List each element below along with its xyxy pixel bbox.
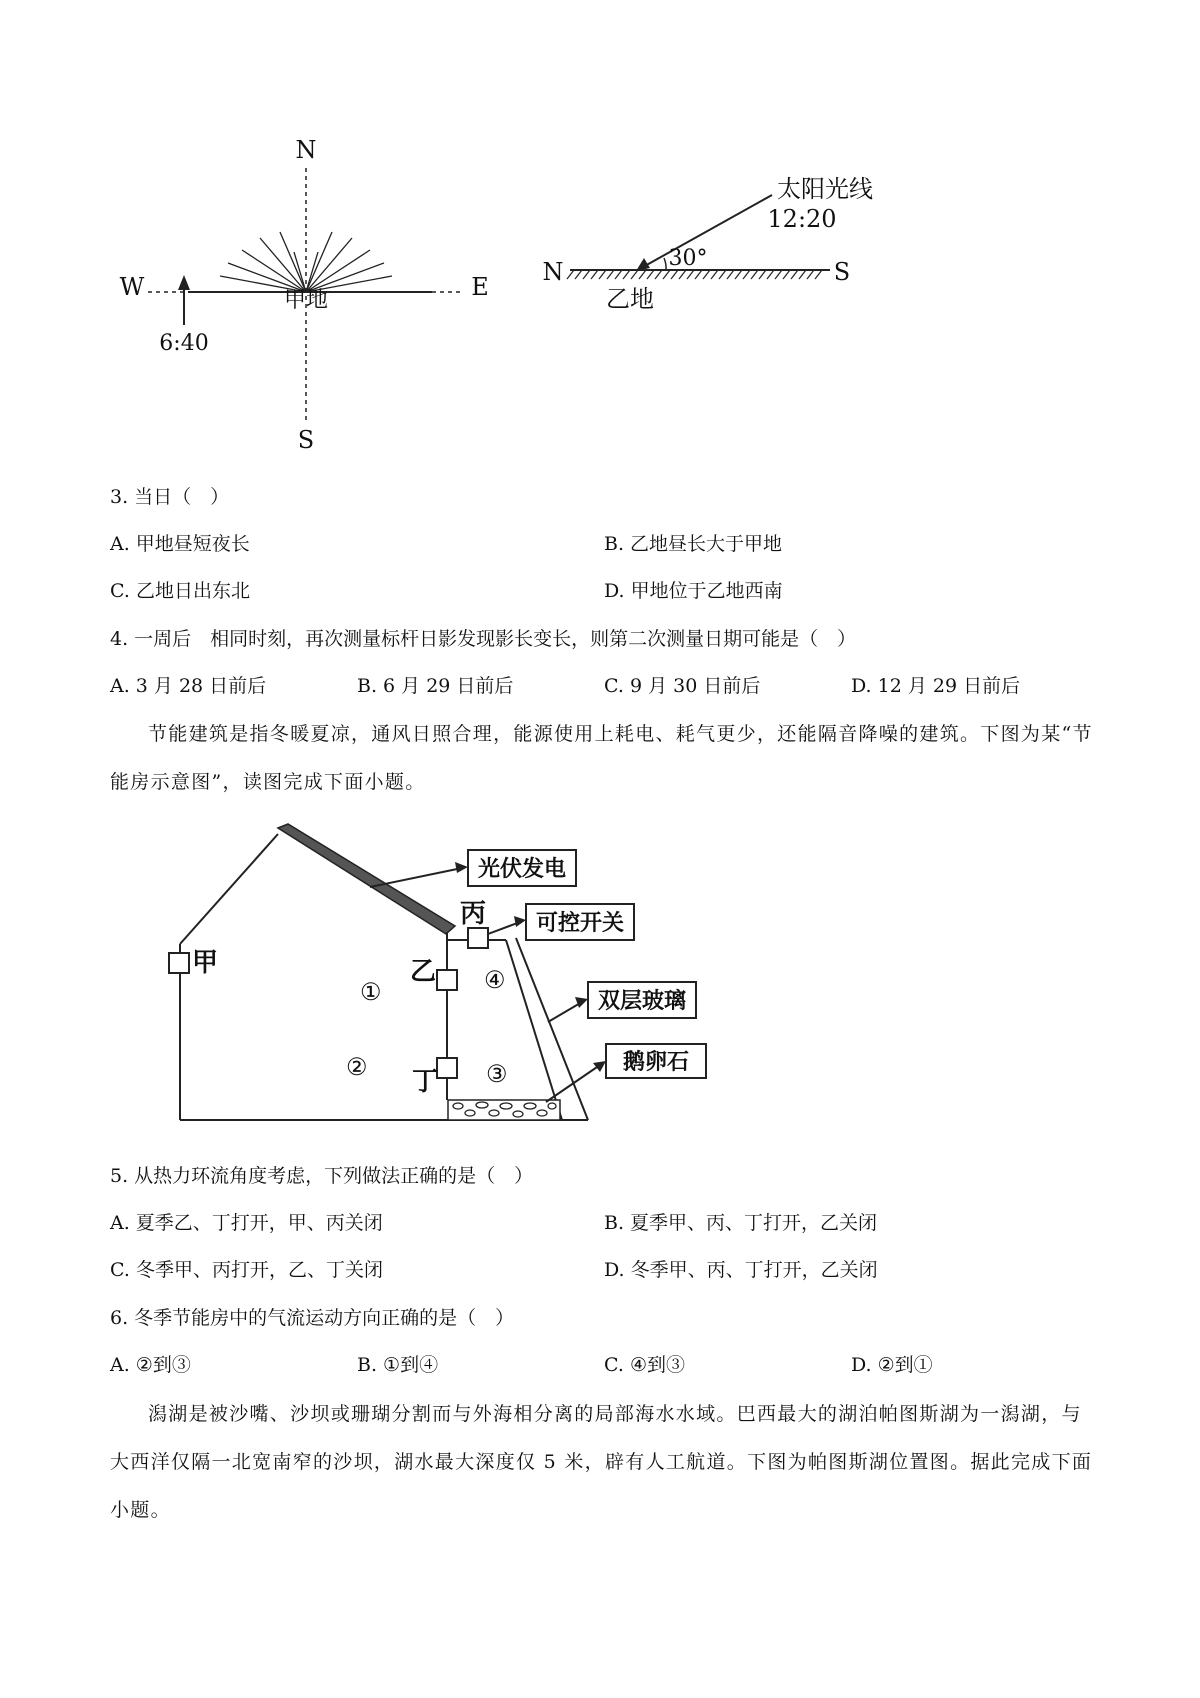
sunrise-arrow-head bbox=[178, 275, 190, 290]
q4-option-d[interactable]: D. 12 月 29 日前后 bbox=[851, 675, 1021, 697]
switch-ding[interactable] bbox=[437, 1058, 457, 1078]
place-jia-label: 甲地 bbox=[283, 288, 329, 314]
q6-option-c[interactable]: C. ④到③ bbox=[604, 1354, 685, 1376]
area-4: ④ bbox=[484, 966, 506, 994]
intro-energy-building: 节能建筑是指冬暖夏凉，通风日照合理，能源使用上耗电、耗气更少，还能隔音降噪的建筑。下图为某“节能房示意图”，读图完成下面小题。 bbox=[110, 723, 1093, 793]
q3-stem: 3. 当日（ ） bbox=[110, 486, 230, 508]
hatch-mark bbox=[631, 270, 638, 279]
hatch-mark bbox=[583, 270, 590, 279]
switch-yi[interactable] bbox=[437, 970, 457, 990]
north-label: N bbox=[295, 136, 317, 164]
hatch-mark bbox=[775, 270, 782, 279]
callout-pv-label: 光伏发电 bbox=[477, 856, 567, 882]
hatch-mark bbox=[687, 270, 694, 279]
callout-pebble-line bbox=[546, 1065, 600, 1102]
hatch-mark bbox=[711, 270, 718, 279]
hatch-mark bbox=[727, 270, 734, 279]
callout-pebble-arrow bbox=[593, 1061, 606, 1072]
hatch-mark bbox=[743, 270, 750, 279]
q4-option-a[interactable]: A. 3 月 28 日前后 bbox=[110, 675, 267, 697]
hatch-mark bbox=[607, 270, 614, 279]
q3-option-c[interactable]: C. 乙地日出东北 bbox=[110, 580, 250, 602]
south-label-2: S bbox=[833, 258, 851, 286]
hatch-mark bbox=[807, 270, 814, 279]
q3-option-a[interactable]: A. 甲地昼短夜长 bbox=[110, 533, 250, 555]
q6-stem: 6. 冬季节能房中的气流运动方向正确的是（ ） bbox=[110, 1307, 515, 1329]
area-1: ① bbox=[360, 978, 382, 1006]
q5-option-d[interactable]: D. 冬季甲、丙、丁打开，乙关闭 bbox=[604, 1259, 878, 1281]
figure-jia-shadow-diagram bbox=[120, 130, 540, 460]
ground-hatching bbox=[567, 270, 822, 279]
hatch-mark bbox=[791, 270, 798, 279]
callout-switch-arrow bbox=[514, 916, 526, 927]
q6-option-d[interactable]: D. ②到① bbox=[851, 1354, 933, 1376]
callout-glass-line bbox=[548, 1002, 582, 1022]
figure-energy-house bbox=[150, 820, 690, 1130]
q6-option-b[interactable]: B. ①到④ bbox=[357, 1354, 439, 1376]
hatch-mark bbox=[647, 270, 654, 279]
callout-glass-arrow bbox=[575, 997, 588, 1008]
q5-stem: 5. 从热力环流角度考虑，下列做法正确的是（ ） bbox=[110, 1165, 534, 1187]
q6-option-a[interactable]: A. ②到③ bbox=[110, 1354, 191, 1376]
q5-option-a[interactable]: A. 夏季乙、丁打开，甲、丙关闭 bbox=[110, 1212, 383, 1234]
switch-bing[interactable] bbox=[468, 928, 488, 948]
hatch-mark bbox=[623, 270, 630, 279]
label-ding: 丁 bbox=[412, 1067, 439, 1097]
callout-glass-label: 双层玻璃 bbox=[597, 988, 687, 1014]
hatch-mark bbox=[575, 270, 582, 279]
hatch-mark bbox=[591, 270, 598, 279]
hatch-mark bbox=[815, 270, 822, 279]
label-jia: 甲 bbox=[192, 948, 219, 978]
hatch-mark bbox=[671, 270, 678, 279]
callout-pv-line bbox=[370, 868, 462, 887]
west-label: W bbox=[119, 273, 145, 301]
double-glass-inner bbox=[506, 940, 562, 1120]
hatch-mark bbox=[567, 270, 574, 279]
south-label: S bbox=[297, 426, 315, 454]
house-wall-left-roof bbox=[180, 834, 278, 944]
hatch-mark bbox=[735, 270, 742, 279]
hatch-mark bbox=[695, 270, 702, 279]
intro-lagoon: 潟湖是被沙嘴、沙坝或珊瑚分割而与外海相分离的局部海水水域。巴西最大的湖泊帕图斯湖为一潟湖，与大西洋仅隔一北宽南窄的沙坝，湖水最大深度仅 5 米，辟有人工航道。下图为帕图斯湖位置图。据此完成下面小题。 bbox=[110, 1403, 1093, 1521]
hatch-mark bbox=[615, 270, 622, 279]
sunlight-label: 太阳光线 bbox=[777, 175, 873, 203]
hatch-mark bbox=[799, 270, 806, 279]
hatch-mark bbox=[655, 270, 662, 279]
double-glass-outer bbox=[516, 938, 588, 1120]
q5-option-b[interactable]: B. 夏季甲、丙、丁打开，乙关闭 bbox=[604, 1212, 878, 1234]
area-2: ② bbox=[346, 1053, 368, 1081]
hatch-mark bbox=[679, 270, 686, 279]
hatch-mark bbox=[783, 270, 790, 279]
callout-pebble-label: 鹅卵石 bbox=[622, 1049, 690, 1075]
q4-stem: 4. 一周后 相同时刻，再次测量标杆日影发现影长变长，则第二次测量日期可能是（ ） bbox=[110, 628, 857, 650]
hatch-mark bbox=[767, 270, 774, 279]
label-yi: 乙 bbox=[410, 957, 437, 987]
place-yi-label: 乙地 bbox=[606, 285, 654, 313]
solar-panel-roof bbox=[278, 824, 455, 934]
callout-pv-arrow bbox=[455, 862, 468, 873]
hatch-mark bbox=[751, 270, 758, 279]
callout-switch-line bbox=[488, 922, 520, 934]
noon-time-label: 12:20 bbox=[767, 205, 837, 233]
area-3: ③ bbox=[486, 1060, 508, 1088]
north-label-2: N bbox=[542, 258, 564, 286]
angle-arc bbox=[664, 258, 666, 270]
q4-option-c[interactable]: C. 9 月 30 日前后 bbox=[604, 675, 761, 697]
hatch-mark bbox=[719, 270, 726, 279]
hatch-mark bbox=[759, 270, 766, 279]
callout-switch-label: 可控开关 bbox=[535, 910, 625, 936]
q3-option-b[interactable]: B. 乙地昼长大于甲地 bbox=[604, 533, 783, 555]
hatch-mark bbox=[599, 270, 606, 279]
switch-jia[interactable] bbox=[169, 953, 189, 973]
label-bing: 丙 bbox=[460, 899, 487, 929]
angle-label: 30° bbox=[668, 246, 708, 271]
hatch-mark bbox=[663, 270, 670, 279]
east-label: E bbox=[471, 273, 489, 301]
sunrise-time-label: 6:40 bbox=[159, 331, 209, 356]
figure-yi-sun-angle-diagram bbox=[540, 165, 940, 315]
hatch-mark bbox=[639, 270, 646, 279]
q5-option-c[interactable]: C. 冬季甲、丙打开，乙、丁关闭 bbox=[110, 1259, 383, 1281]
q4-option-b[interactable]: B. 6 月 29 日前后 bbox=[357, 675, 514, 697]
hatch-mark bbox=[703, 270, 710, 279]
sunlight-ray bbox=[643, 195, 772, 267]
q3-option-d[interactable]: D. 甲地位于乙地西南 bbox=[604, 580, 783, 602]
